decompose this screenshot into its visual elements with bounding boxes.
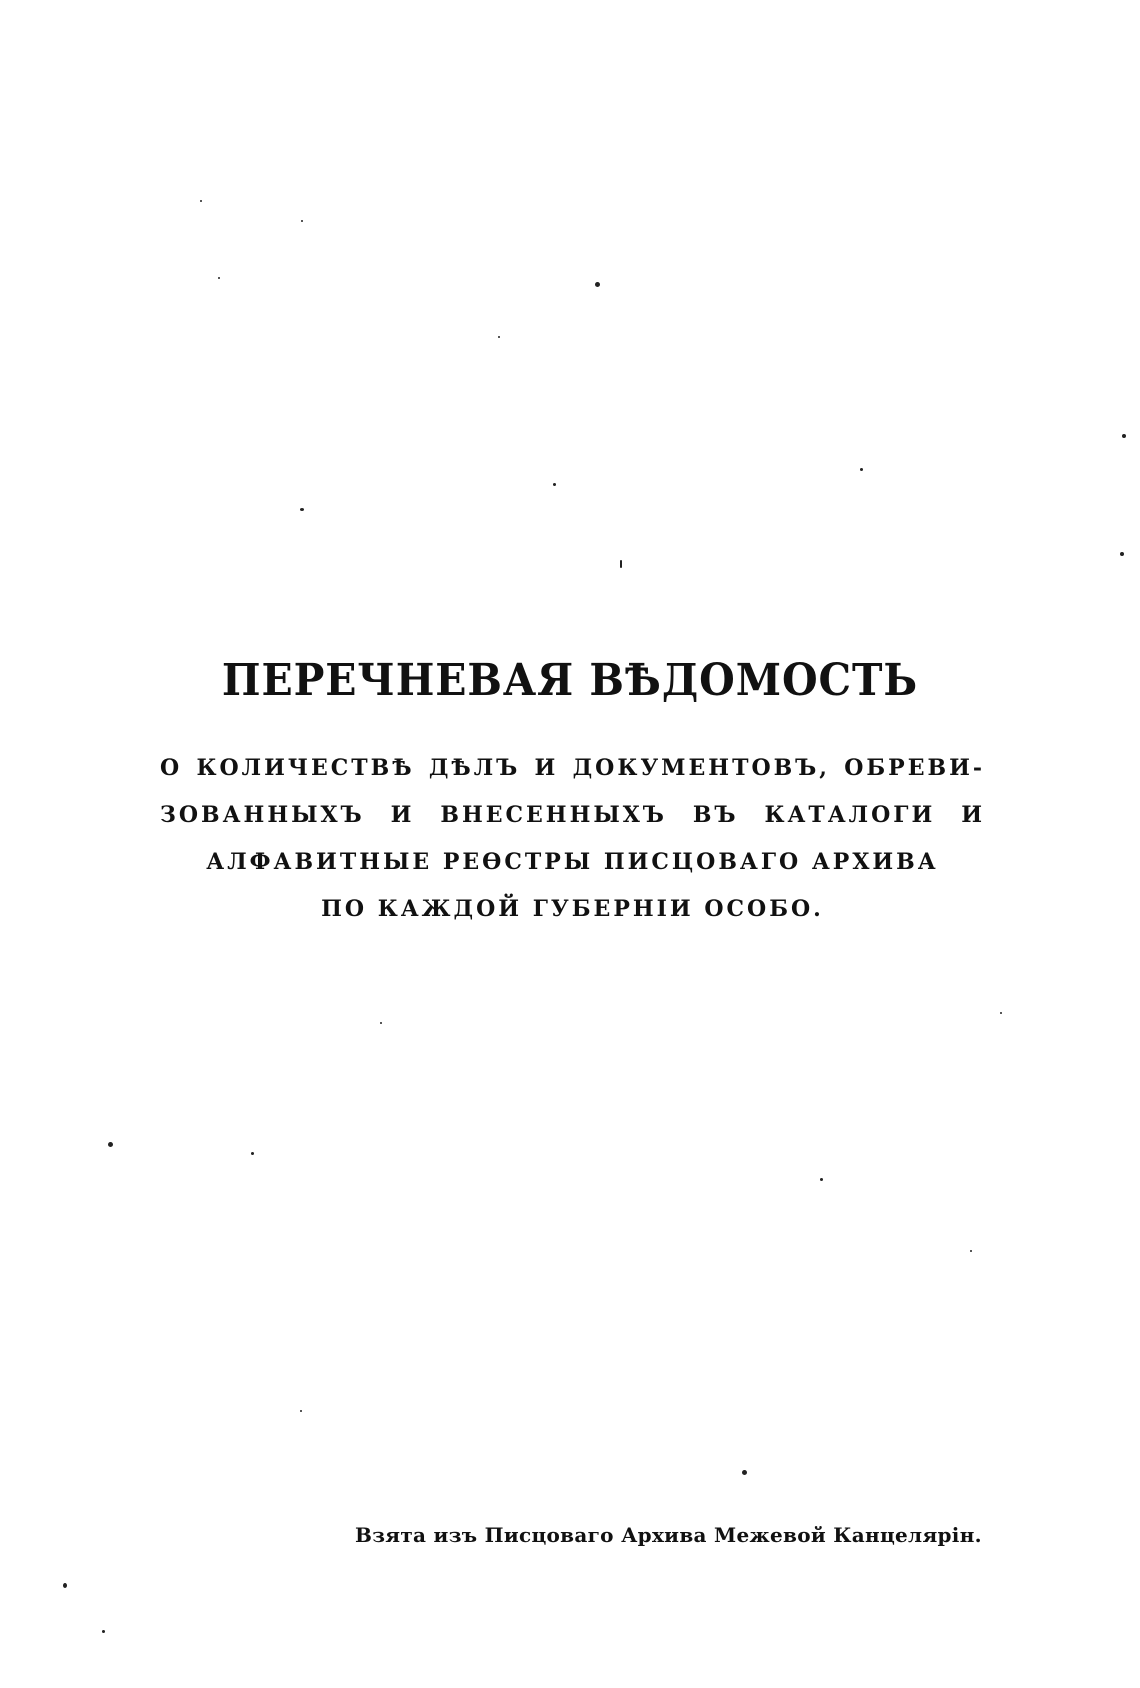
print-speck xyxy=(860,468,863,471)
subtitle-line: ЗОВАННЫХЪ И ВНЕСЕННЫХЪ ВЪ КАТАЛОГИ И xyxy=(160,802,985,828)
print-speck xyxy=(63,1583,67,1588)
print-speck xyxy=(380,1022,382,1024)
print-speck xyxy=(620,560,622,568)
print-speck xyxy=(102,1630,105,1633)
print-speck xyxy=(300,508,304,511)
print-speck xyxy=(251,1152,254,1155)
source-note: Взята изъ Писцоваго Архива Межевой Канцелярін. xyxy=(355,1523,982,1547)
print-speck xyxy=(108,1142,113,1147)
subtitle-line: ПО КАЖДОЙ ГУБЕРНІИ ОСОБО. xyxy=(321,896,824,922)
print-speck xyxy=(1000,1012,1002,1014)
subtitle-line: АЛФАВИТНЫЕ РЕѲСТРЫ ПИСЦОВАГО АРХИВА xyxy=(206,849,939,875)
print-speck xyxy=(301,220,303,222)
subtitle-line: О КОЛИЧЕСТВѢ ДѢЛЪ И ДОКУМЕНТОВЪ, ОБРЕВИ- xyxy=(160,755,985,781)
print-speck xyxy=(1120,552,1124,556)
print-speck xyxy=(595,282,600,287)
page-title: ПЕРЕЧНЕВАЯ ВѢДОМОСТЬ xyxy=(221,655,919,706)
print-speck xyxy=(970,1250,972,1252)
print-speck xyxy=(300,1410,302,1412)
print-speck xyxy=(742,1470,747,1475)
print-speck xyxy=(498,336,500,338)
print-speck xyxy=(1122,434,1126,438)
print-speck xyxy=(200,200,202,202)
print-speck xyxy=(218,277,220,279)
print-speck xyxy=(820,1178,823,1181)
subtitle-block xyxy=(160,745,985,933)
print-speck xyxy=(553,483,556,486)
